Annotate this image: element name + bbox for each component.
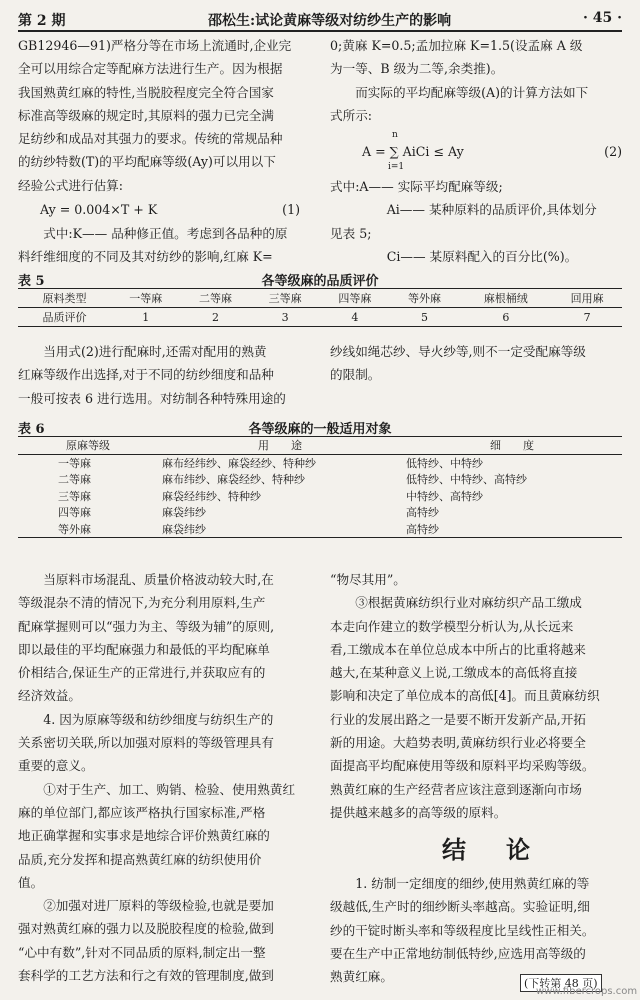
table-6-row xyxy=(18,471,622,488)
table-6-row xyxy=(18,521,622,538)
table-5-header-cell: 四等麻 xyxy=(338,292,372,305)
table-6-header-cell: 细 度 xyxy=(490,439,534,453)
text-line: 影响和决定了单位成本的高低[4]。而且黄麻纺织 xyxy=(330,688,600,704)
text-line: 式所示: xyxy=(330,107,373,123)
text-line: 料纤维细度的不同及其对纺纱的影响,红麻 K= xyxy=(18,249,273,265)
table-6-cell: 麻袋纬纱 xyxy=(162,522,206,536)
table-5-value-cell: 3 xyxy=(281,310,289,324)
table-5-header-cell: 二等麻 xyxy=(198,292,232,305)
text-line: ②加强对进厂原料的等级检验,也就是要加 xyxy=(43,898,274,914)
right-column-body xyxy=(330,568,622,824)
running-header xyxy=(18,6,622,32)
text-line: 1. 纺制一定细度的细纱,使用熟黄红麻的等 xyxy=(355,876,590,891)
text-line: 配麻掌握则可以“强力为主、等级为辅”的原则, xyxy=(18,618,275,634)
text-line: 重要的意义。 xyxy=(18,758,94,774)
table-6-cell: 中特纱、高特纱 xyxy=(406,489,483,503)
table-5-title: 各等级麻的品质评价 xyxy=(261,274,379,289)
table-5-header-cell: 三等麻 xyxy=(268,292,302,305)
table-6 xyxy=(18,436,622,538)
table-5-header-cell: 麻根桶绒 xyxy=(483,292,528,305)
table-5-header-cell: 一等麻 xyxy=(129,292,163,305)
text-line: 我国熟黄红麻的特性,当脱胶程度完全符合国家 xyxy=(18,84,274,100)
table-5-header-cell: 原料类型 xyxy=(42,292,87,305)
text-line: 式中:A—— 实际平均配麻等级; xyxy=(330,179,503,194)
table-6-row xyxy=(18,488,622,505)
text-line: 值。 xyxy=(18,874,44,890)
text-line: 0;黄麻 K=0.5;孟加拉麻 K=1.5(设孟麻 A 级 xyxy=(330,38,583,53)
text-line: 式中:K—— 品种修正值。考虑到各品种的原 xyxy=(43,226,288,241)
text-line: 等级混杂不清的情况下,为充分利用原料,生产 xyxy=(18,595,266,611)
text-line: 的纺纱特数(T)的平均配麻等级(Ay)可以用以下 xyxy=(18,154,276,170)
table-5-value-cell: 7 xyxy=(583,310,591,324)
text-line: GB12946—91)严格分等在市场上流通时,企业完 xyxy=(18,38,292,53)
text-line: 见表 5; xyxy=(330,225,372,241)
text-line: 的限制。 xyxy=(330,367,381,383)
table-5-value-cell: 4 xyxy=(351,310,359,324)
table-6-cell: 麻布纬纱、麻袋经纱、特种纱 xyxy=(162,473,305,487)
table-6-cell: 一等麻 xyxy=(58,456,91,470)
text-line: 红麻等级作出选择,对于不同的纺纱细度和品种 xyxy=(18,367,274,383)
text-line: “心中有数”,针对不同品质的原料,制定出一整 xyxy=(18,944,266,960)
formula-1-expression: Ay = 0.004×T + K xyxy=(40,202,158,217)
table-6-cell: 三等麻 xyxy=(58,489,91,503)
table-5-header-cell: 回用麻 xyxy=(570,292,604,305)
table-5 xyxy=(18,288,622,327)
text-line: 面提高平均配麻使用等级和原料平均采购等级。 xyxy=(330,758,595,774)
table-6-cell: 四等麻 xyxy=(58,506,91,520)
table-6-cell: 低特纱、中特纱、高特纱 xyxy=(406,473,527,487)
table-5-value-cell: 1 xyxy=(142,310,150,324)
left-column-intro xyxy=(18,34,306,197)
conclusion-heading: 结论 xyxy=(442,835,570,864)
text-line: 关系密切关联,所以加强对原料的等级管理具有 xyxy=(18,735,274,751)
text-line: 一般可按表 6 进行选用。对纺制各种特殊用途的 xyxy=(18,390,286,406)
left-column-body xyxy=(18,568,306,987)
table-6-cell: 高特纱 xyxy=(406,522,439,536)
running-title: 邵松生:试论黄麻等级对纺纱生产的影响 xyxy=(208,13,452,29)
table-6-header-row xyxy=(18,437,622,455)
text-line: 全可以用综合定等配麻方法进行生产。因为根据 xyxy=(18,61,283,77)
table-6-title: 各等级麻的一般适用对象 xyxy=(248,422,392,437)
table-6-label: 表 6 xyxy=(18,422,45,437)
text-line: 看,工缴成本在单位总成本中所占的比重将越来 xyxy=(330,641,586,657)
text-line: 纱线如绳芯纱、导火纱等,则不一定受配麻等级 xyxy=(330,344,586,359)
table-5-value-cell: 6 xyxy=(502,310,510,324)
table-5-value-cell: 2 xyxy=(211,310,219,324)
formula-1-number: (1) xyxy=(282,202,300,217)
table-6-row xyxy=(18,504,622,521)
text-line: 提供越来越多的高等级的原料。 xyxy=(330,804,507,820)
table-5-value-cell: 5 xyxy=(421,310,429,324)
text-line: ①对于生产、加工、购销、检验、使用熟黄红 xyxy=(43,781,296,797)
formula-2-expression: A = ∑ AiCi ≤ Ay xyxy=(362,144,464,159)
formula-1 xyxy=(40,198,306,221)
table-6-header-cell: 原麻等级 xyxy=(66,439,110,453)
text-line: 越大,在某种意义上说,工缴成本的高低将直接 xyxy=(330,665,578,681)
watermark: www.fibercrops.com xyxy=(536,986,638,997)
continued-note: (下转第 48 页) xyxy=(520,974,602,992)
text-line: ③根据黄麻纺织行业对麻纺织产品工缴成 xyxy=(355,595,582,611)
text-line: 新的用途。大趋势表明,黄麻纺织行业必将要全 xyxy=(330,735,586,751)
table-5-label: 表 5 xyxy=(18,274,45,289)
text-line: 本走向作建立的数学模型分析认为,从长远来 xyxy=(330,618,574,634)
table-6-cell: 等外麻 xyxy=(58,522,91,536)
sum-lower-limit: i=1 xyxy=(388,162,405,172)
text-line: 行业的发展出路之一是要不断开发新产品,开拓 xyxy=(330,711,586,727)
table-6-cell: 麻袋纬纱 xyxy=(162,506,206,520)
table-5-header-row xyxy=(18,289,622,308)
text-line: 价相结合,保证生产的正常进行,并获取应有的 xyxy=(18,665,266,681)
text-line: 当原料市场混乱、质量价格波动较大时,在 xyxy=(43,572,274,587)
issue-number: 第 2 期 xyxy=(18,13,66,29)
table-6-cell: 二等麻 xyxy=(58,473,91,487)
formula-2 xyxy=(362,128,622,174)
text-line: “物尽其用”。 xyxy=(330,572,406,587)
text-line: 麻的单位部门,都应该严格执行国家标准,严格 xyxy=(18,804,266,820)
text-line: 为一等、B 级为二等,余类推)。 xyxy=(330,61,504,77)
text-line: 品质,充分发挥和提高熟黄红麻的纺织使用价 xyxy=(18,851,262,867)
text-line: 强对熟黄红麻的强力以及脱胶程度的检验,做到 xyxy=(18,921,274,937)
table-6-cell: 麻袋经纬纱、特种纱 xyxy=(162,489,261,503)
table-5-value-row xyxy=(18,308,622,327)
conclusion-body xyxy=(330,872,622,988)
formula-2-number: (2) xyxy=(604,144,622,159)
table-6-intro-right xyxy=(330,340,622,387)
text-line: 熟黄红麻。 xyxy=(330,969,393,985)
table-6-cell: 高特纱 xyxy=(406,506,439,520)
text-line: 套科学的工艺方法和行之有效的管理制度,做到 xyxy=(18,968,274,984)
sum-upper-limit: n xyxy=(392,130,398,140)
table-6-cell: 低特纱、中特纱 xyxy=(406,456,483,470)
text-line: 而实际的平均配麻等级(A)的计算方法如下 xyxy=(355,84,589,100)
text-line: 标准高等级麻的规定时,其原料的强力已完全满 xyxy=(18,107,274,123)
table-5-header-cell: 等外麻 xyxy=(408,292,442,305)
table-6-cell: 麻布经纬纱、麻袋经纱、特种纱 xyxy=(162,456,316,470)
right-column-intro xyxy=(330,34,622,127)
formula-2-definitions xyxy=(330,175,622,268)
table-6-header-cell: 用 途 xyxy=(258,439,302,453)
text-line: 地正确掌握和实事求是地综合评价熟黄红麻的 xyxy=(18,828,270,844)
text-line: 足纺纱和成品对其强力的要求。传统的常规品种 xyxy=(18,131,283,147)
table-6-intro-left xyxy=(18,340,306,410)
text-line: Ai—— 某种原料的品质评价,具体划分 xyxy=(386,202,597,218)
text-line: 经济效益。 xyxy=(18,688,81,704)
text-line: Ci—— 某原料配入的百分比(%)。 xyxy=(386,248,578,264)
text-line: 级越低,生产时的细纱断头率越高。实验证明,细 xyxy=(330,899,590,915)
text-line: 即以最佳的平均配麻强力和最低的平均配麻单 xyxy=(18,641,270,657)
table-5-row-label: 品质评价 xyxy=(42,311,87,324)
text-line: 纱的干锭时断头率和等级程度比呈线性正相关。 xyxy=(330,922,595,938)
page-number: · 45 · xyxy=(583,10,622,26)
table-6-row xyxy=(18,454,622,471)
text-line: 要在生产中正常地纺制低特纱,应选用高等级的 xyxy=(330,945,586,961)
text-line: 熟黄红麻的生产经营者应该注意到逐渐向市场 xyxy=(330,781,582,797)
text-line: 当用式(2)进行配麻时,还需对配用的熟黄 xyxy=(43,344,267,359)
formula-1-definitions xyxy=(18,222,306,269)
text-line: 4. 因为原麻等级和纺纱细度与纺织生产的 xyxy=(43,711,274,727)
text-line: 经验公式进行估算: xyxy=(18,177,123,193)
